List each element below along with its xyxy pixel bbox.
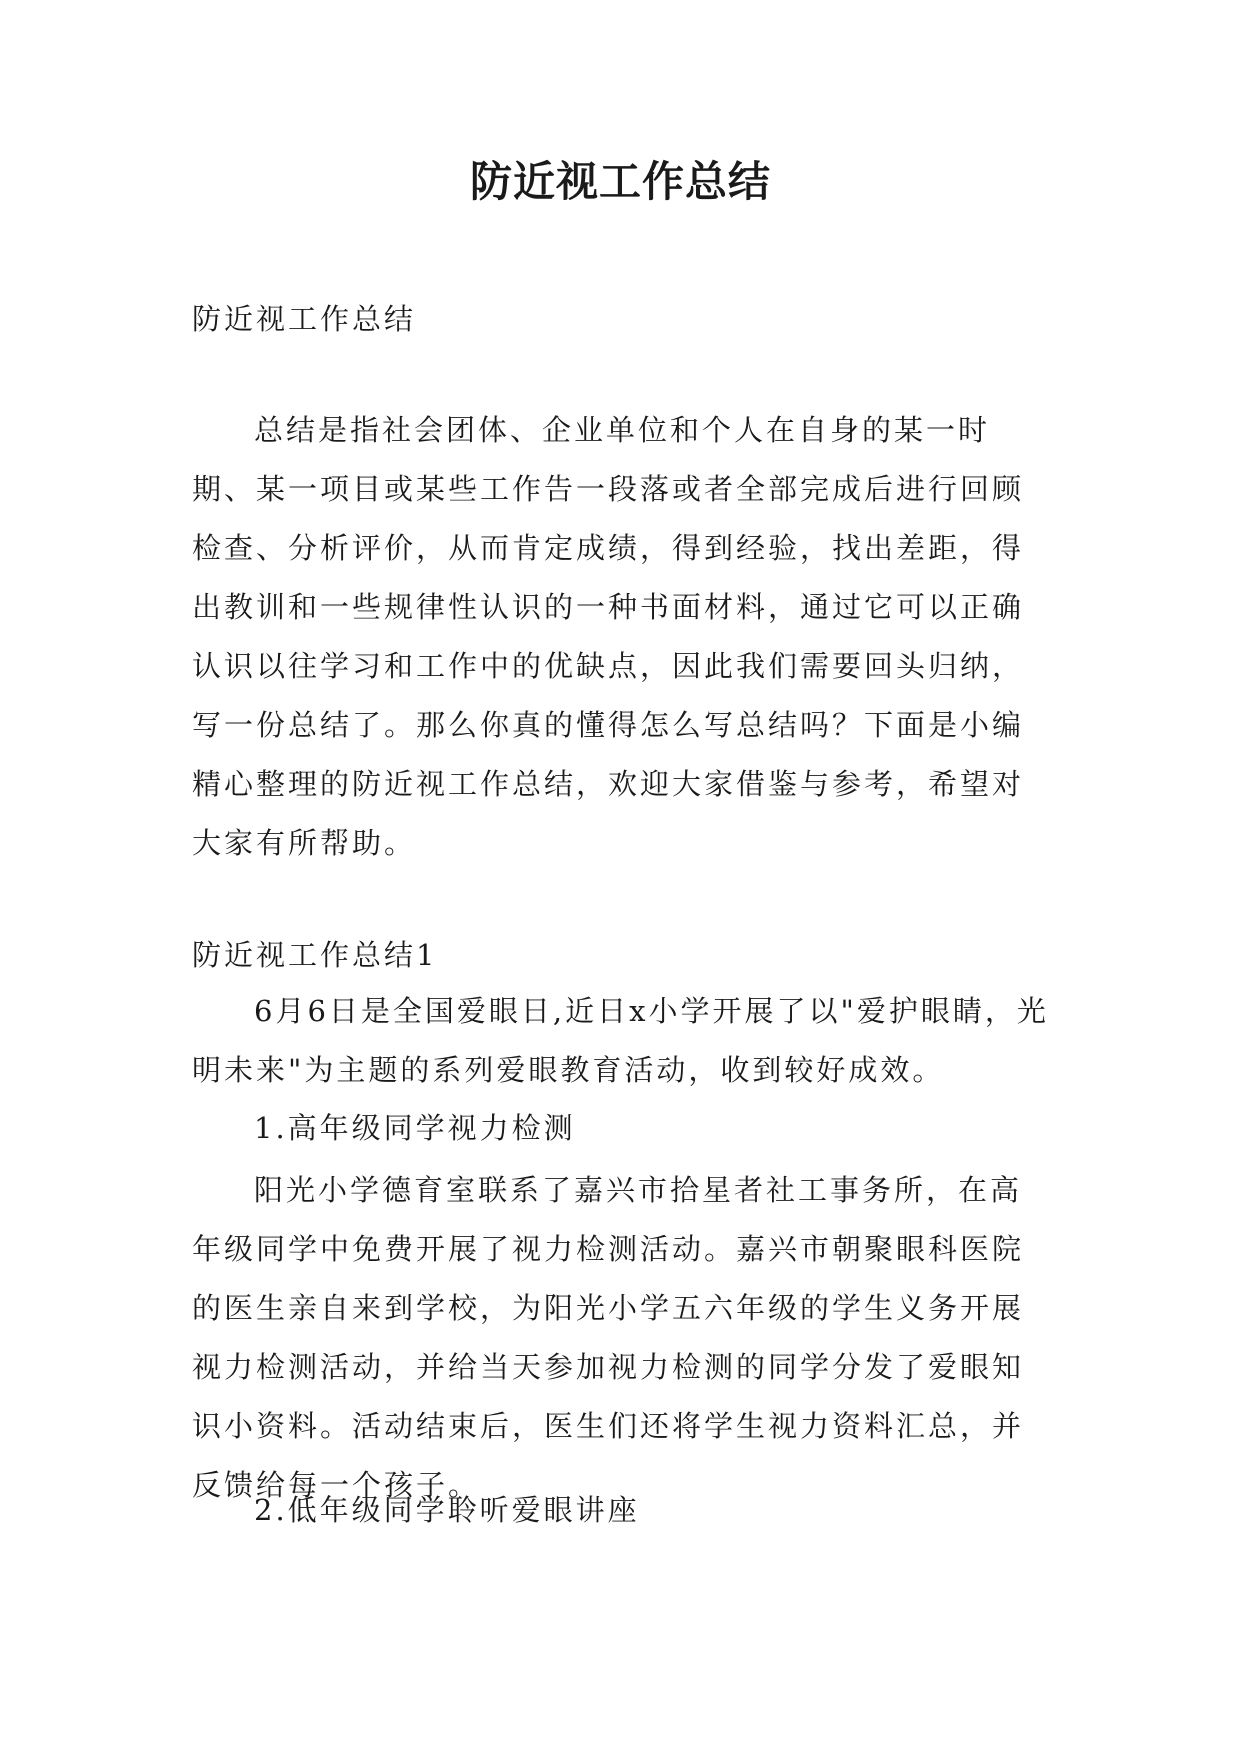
- document-title: 防近视工作总结: [469, 157, 771, 206]
- intro-paragraph: 总结是指社会团体、企业单位和个人在自身的某一时期、某一项目或某些工作告一段落或者全部完成后进行回顾检查、分析评价，从而肯定成绩，得到经验，找出差距，得出教训和一些规律性认识的一种书面材料，通过它可以正确认识以往学习和工作中的优缺点，因此我们需要回头归纳，写一份总结了。那么你真的懂得怎么写总结吗？下面是小编精心整理的防近视工作总结，欢迎大家借鉴与参考，希望对大家有所帮助。: [192, 413, 1025, 860]
- item-1-heading: 1.高年级同学视力检测: [254, 1111, 576, 1145]
- section-1-heading: 防近视工作总结1: [192, 938, 438, 972]
- item-1-paragraph: 阳光小学德育室联系了嘉兴市拾星者社工事务所，在高年级同学中免费开展了视力检测活动。嘉兴市朝聚眼科医院的医生亲自来到学校，为阳光小学五六年级的学生义务开展视力检测活动，并给当天参加视力检测的同学分发了爱眼知识小资料。活动结束后，医生们还将学生视力资料汇总，并反馈给每一个孩子。: [192, 1173, 1025, 1502]
- document-subtitle: 防近视工作总结: [192, 302, 417, 336]
- item-2-heading: 2.低年级同学聆听爱眼讲座: [254, 1493, 640, 1527]
- section-1-intro-paragraph: 6月6日是全国爱眼日,近日x小学开展了以"爱护眼睛，光明未来"为主题的系列爱眼教育活动，收到较好成效。: [192, 994, 1049, 1087]
